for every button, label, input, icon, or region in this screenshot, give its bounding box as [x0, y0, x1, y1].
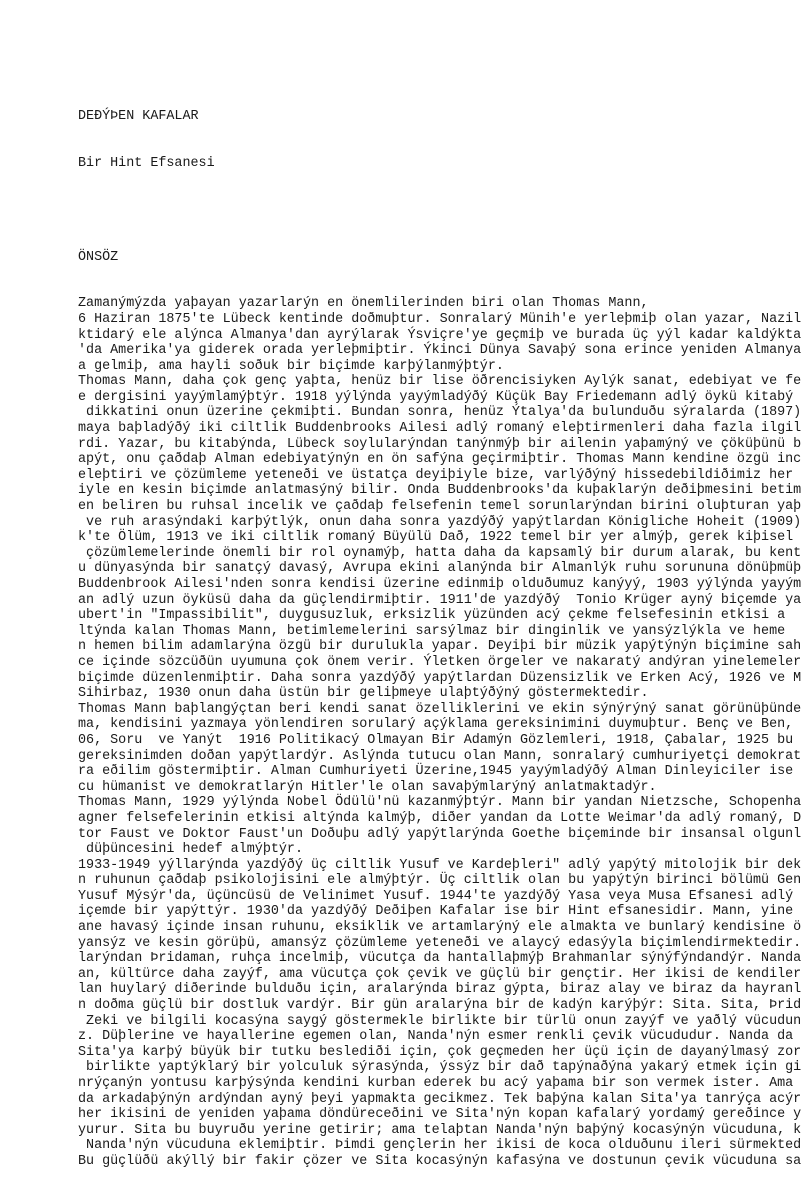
body-line: 06, Soru ve Yanýt 1916 Politikacý Olmayan Bir Adamýn Gözlemleri, 1918, Çabalar, 1925 bu — [78, 732, 794, 748]
body-line: içemde bir yapýttýr. 1930'da yazdýðý Deðiþen Kafalar ise bir Hint efsanesidir. Mann, yine — [78, 904, 794, 920]
body-line: her ikisini de yeniden yaþama döndüreceðini ve Sita'nýn kopan kafalarý yordamý gereðince y — [78, 1107, 801, 1123]
document-title: DEÐÝÞEN KAFALAR — [78, 109, 199, 125]
body-line: larýndan Þridaman, ruhça incelmiþ, vücutça da hantallaþmýþ Brahmanlar sýnýfýndandýr. Nanda — [78, 951, 801, 967]
body-line: 6 Haziran 1875'te Lübeck kentinde doðmuþtur. Sonralarý Münih'e yerleþmiþ olan yazar, Nazil — [78, 311, 801, 327]
body-line: Yusuf Mýsýr'da, üçüncüsü de Velinimet Yusuf. 1944'te yazdýðý Yasa veya Musa Efsanesi adlý — [78, 888, 794, 904]
blank-line — [78, 203, 801, 219]
body-line: düþüncesini hedef almýþtýr. — [78, 842, 303, 858]
body-line: lan huylarý diðerinde bulduðu için, aralarýnda biraz gýpta, biraz alay ve biraz da hayranl — [78, 982, 801, 998]
document-text — [78, 78, 801, 1201]
body-line: eleþtiri ve çözümleme yeteneði ve üstatça deyiþiyle bize, varlýðýný hissedebildiðimiz her — [78, 467, 794, 483]
document-subtitle: Bir Hint Efsanesi — [78, 155, 215, 171]
body-line: rdi. Yazar, bu kitabýnda, Lübeck soylularýndan tanýnmýþ bir ailenin yaþamýný ve çöküþünü b — [78, 436, 801, 452]
body-line: ltýnda kalan Thomas Mann, betimlemelerini sarsýlmaz bir dinginlik ve yansýzlýkla ve heme — [78, 623, 786, 639]
body-line: da arkadaþýnýn ardýndan ayný þeyi yapmakta gecikmez. Tek baþýna kalan Sita'ya tanrýça acýr — [78, 1091, 801, 1107]
body-line: ubert'in "Impassibilit", duygusuzluk, erksizlik yüzünden acý çekme felsefesinin etkisi a — [78, 608, 786, 624]
body-line: n ruhunun çaðdaþ psikolojisini ele almýþtýr. Üç ciltlik olan bu yapýtýn birinci bölümü Gen — [78, 873, 801, 889]
body-line: gereksinimden doðan yapýtlardýr. Aslýnda tutucu olan Mann, sonralarý cumhuriyetçi demokrat — [78, 748, 801, 764]
body-line: Bu güçlüðü akýllý bir fakir çözer ve Sita kocasýnýn kafasýna ve dostunun çevik vücuduna sa — [78, 1153, 801, 1169]
body-line: maya baþladýðý iki ciltlik Buddenbrooks Ailesi adlý romaný eleþtirmenleri daha fazla ilgil — [78, 421, 801, 437]
section-heading: ÖNSÖZ — [78, 249, 119, 265]
body-line: cu hümanist ve demokratlarýn Hitler'le olan savaþýmlarýný anlatmaktadýr. — [78, 779, 657, 795]
body-line: n hemen bilim adamlarýna özgü bir durulukla yapar. Deyiþi bir müzik yapýtýnýn biçimine sah — [78, 639, 801, 655]
body-line: Zeki ve bilgili kocasýna saygý göstermekle birlikte bir türlü onun zayýf ve yaðlý vücudun — [78, 1013, 801, 1029]
body-line: ce içinde sözcüðün uyumuna çok önem verir. Ýletken örgeler ve nakaratý andýran yinelemeler — [78, 654, 801, 670]
body-line: Zamanýmýzda yaþayan yazarlarýn en önemlilerinden biri olan Thomas Mann, — [78, 296, 649, 312]
body-line: n doðma güçlü bir dostluk vardýr. Bir gün aralarýna bir de kadýn karýþýr: Sita. Sita, Þrid — [78, 998, 801, 1014]
body-line: birlikte yaptýklarý bir yolculuk sýrasýnda, ýssýz bir dað tapýnaðýna yakarý etmek için gi — [78, 1060, 801, 1076]
body-line: k'te Ölüm, 1913 ve iki ciltlik romaný Büyülü Dað, 1922 temel bir yer almýþ, gerek kiþisel — [78, 530, 794, 546]
document-body — [78, 296, 801, 1169]
body-line: nrýçanýn yontusu karþýsýnda kendini kurban ederek bu acý yaþama bir son vermek ister. Ama — [78, 1076, 794, 1091]
body-line: iyle en kesin biçimde anlatmasýný bilir. Onda Buddenbrooks'da kuþaklarýn deðiþmesini betim — [78, 483, 801, 499]
body-line: yansýz ve kesin görüþü, amansýz çözümleme yeteneði ve alaycý edasýyla biçimlendirmektedir. — [78, 935, 801, 951]
body-line: a gelmiþ, ama hayli soðuk bir biçimde karþýlanmýþtýr. — [78, 358, 504, 374]
body-line: Thomas Mann, 1929 yýlýnda Nobel Ödülü'nü kazanmýþtýr. Mann bir yandan Nietzsche, Schopenha — [78, 795, 801, 811]
body-line: dikkatini onun üzerine çekmiþti. Bundan sonra, henüz Ýtalya'da bulunduðu sýralarda (1897) — [78, 405, 801, 421]
body-line: Sita'ya karþý büyük bir tutku beslediði için, çok geçmeden her üçü için de dayanýlmasý zor — [78, 1044, 801, 1060]
body-line: çözümlemelerinde önemli bir rol oynamýþ, hatta daha da kapsamlý bir durum alarak, bu kent — [78, 545, 801, 561]
body-line: ve ruh arasýndaki karþýtlýk, onun daha sonra yazdýðý yapýtlardan Königliche Hoheit (1909) — [78, 514, 801, 530]
body-line: ma, kendisini yazmaya yönlendiren sorularý açýklama gereksinimini duymuþtur. Benç ve Ben, — [78, 717, 794, 733]
body-line: apýt, onu çaðdaþ Alman edebiyatýnýn en ön safýna geçirmiþtir. Thomas Mann kendine özgü inc — [78, 452, 801, 468]
body-line: biçimde düzenlenmiþtir. Daha sonra yazdýðý yapýtlardan Düzensizlik ve Erken Acý, 1926 ve M — [78, 670, 801, 686]
body-line: yurur. Sita bu buyruðu yerine getirir; ama telaþtan Nanda'nýn baþýný kocasýnýn vücuduna, k — [78, 1122, 801, 1138]
body-line: Buddenbrook Ailesi'nden sonra kendisi üzerine edinmiþ olduðumuz kanýyý, 1903 yýlýnda yayým — [78, 577, 801, 592]
body-line: z. Düþlerine ve hayallerine egemen olan, Nanda'nýn esmer renkli çevik vücududur. Nanda da — [78, 1029, 794, 1045]
body-line: tor Faust ve Doktor Faust'un Doðuþu adlý yapýtlarýnda Goethe biçeminde bir insansal olgunl — [78, 826, 801, 842]
body-line: u dünyasýnda bir sanatçý davasý, Avrupa ekini alanýnda bir Almanlýk ruhu sorununa dönüþmüþ — [78, 561, 801, 577]
body-line: ane havasý içinde insan ruhunu, eksiklik ve artamlarýný ele almakta ve bunlarý kendisine ö — [78, 920, 801, 936]
body-line: 1933-1949 yýllarýnda yazdýðý üç ciltlik Yusuf ve Kardeþleri" adlý yapýtý mitolojik bir dek — [78, 857, 801, 873]
body-line: Thomas Mann baþlangýçtan beri kendi sanat özelliklerini ve ekin sýnýrýný sanat görünüþünde — [78, 701, 801, 717]
body-line: Nanda'nýn vücuduna eklemiþtir. Þimdi gençlerin her ikisi de koca olduðunu ileri sürmekted — [78, 1138, 801, 1154]
body-line: an adlý uzun öyküsü daha da güçlendirmiþtir. 1911'de yazdýðý Tonio Krüger ayný biçemde ya — [78, 592, 801, 608]
body-line: ktidarý ele alýnca Almanya'dan ayrýlarak Ýsviçre'ye geçmiþ ve burada üç yýl kadar kaldýkta — [78, 327, 801, 343]
body-line: Sihirbaz, 1930 onun daha üstün bir geliþmeye ulaþtýðýný göstermektedir. — [78, 686, 649, 702]
body-line: agner felsefelerinin etkisi altýnda kalmýþ, diðer yandan da Lotte Weimar'da adlý romaný, D — [78, 810, 801, 826]
body-line: an, kültürce daha zayýf, ama vücutça çok çevik ve güçlü bir gençtir. Her ikisi de kendiler — [78, 966, 801, 982]
body-line: 'da Amerika'ya giderek orada yerleþmiþtir. Ýkinci Dünya Savaþý sona erince yeniden Almanya — [78, 343, 801, 359]
body-line: ra eðilim göstermiþtir. Alman Cumhuriyeti Üzerine,1945 yayýmladýðý Alman Dinleyiciler ise — [78, 764, 794, 780]
body-line: e dergisini yayýmlamýþtýr. 1918 yýlýnda yayýmladýðý Küçük Bay Friedemann adlý öykü kitabý — [78, 389, 794, 405]
body-line: Thomas Mann, daha çok genç yaþta, henüz bir lise öðrencisiyken Aylýk sanat, edebiyat ve fe — [78, 374, 801, 390]
body-line: en beliren bu ruhsal incelik ve çaðdaþ felsefenin temel sorunlarýndan birini oluþturan yaþ — [78, 499, 801, 515]
